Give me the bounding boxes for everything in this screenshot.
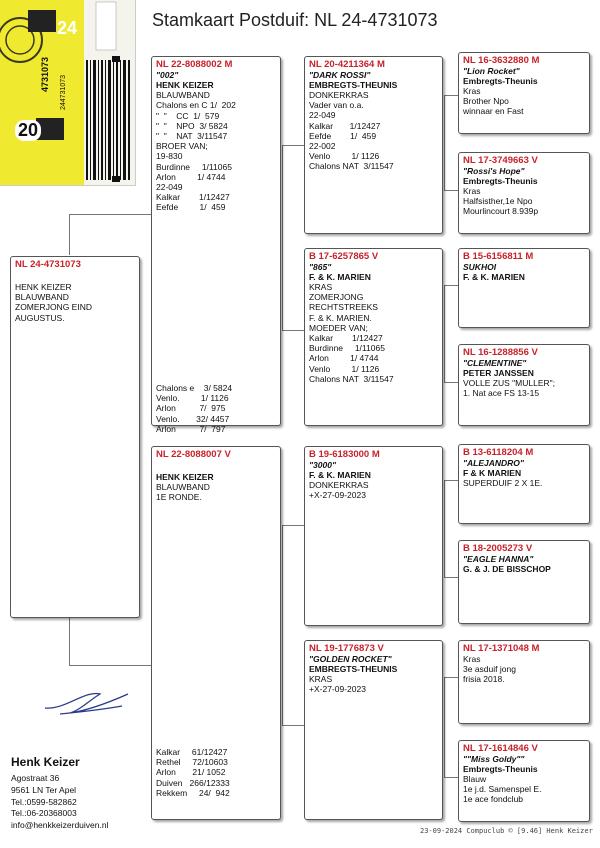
ring-number: B 15-6156811 M: [463, 251, 534, 262]
pigeon-name: "GOLDEN ROCKET": [309, 654, 392, 664]
card-line: Chalons NAT 3/11547: [309, 373, 394, 384]
card-line: 19-830: [156, 151, 183, 162]
card-ggp-4[interactable]: [458, 344, 590, 426]
ring-number: NL 16-3632880 M: [463, 55, 540, 66]
contact-block: [11, 755, 108, 832]
card-line: frisia 2018.: [463, 674, 505, 685]
card-line: Chalons NAT 3/11547: [309, 161, 394, 172]
breeder-name: G. & J. DE BISSCHOP: [463, 564, 551, 574]
card-line: winnaar en Fast: [463, 106, 524, 117]
card-line: Burdinne 1/11065: [309, 343, 385, 354]
card-line: " " NAT 3/11547: [156, 131, 228, 142]
sticker-barcode-text: 244731073: [60, 74, 67, 110]
card-line: Rekkem 24/ 942: [156, 787, 230, 798]
card-ggp-2[interactable]: [458, 152, 590, 234]
card-line: Brother Npo: [463, 96, 509, 107]
card-line: MOEDER VAN;: [309, 322, 368, 333]
address-line: 9561 LN Ter Apel: [11, 784, 77, 795]
page-title: Stamkaart Postduif: NL 24-4731073: [152, 10, 438, 30]
card-line: Chalons en C 1/ 202: [156, 100, 236, 111]
card-line: Venlo. 1/ 1126: [156, 393, 229, 404]
card-ggp-7[interactable]: [458, 640, 590, 724]
card-father[interactable]: [151, 56, 281, 434]
card-line: Arlon 7/ 797: [156, 423, 226, 434]
phone-line: Tel.:0599-582862: [11, 796, 77, 807]
card-line: BLAUWBAND: [15, 292, 69, 303]
connector-line: [444, 577, 458, 578]
ring-number: B 17-6257865 V: [309, 251, 379, 262]
card-line: BROER VAN;: [156, 141, 208, 152]
breeder-name: F & K MARIEN: [463, 468, 522, 478]
ring-number: NL 19-1776873 V: [309, 643, 384, 654]
card-line: 3e asduif jong: [463, 664, 516, 675]
card-line: Kras: [463, 86, 481, 96]
pigeon-name: "CLEMENTINE": [463, 358, 527, 368]
sticker-year-b: 24: [57, 18, 78, 38]
print-footer: 23-09-2024 Compuclub © [9.46] Henk Keizer: [420, 827, 593, 835]
pigeon-name: "3000": [309, 460, 336, 470]
pigeon-name: ""Miss Goldy"": [463, 754, 525, 764]
card-line: Arlon 21/ 1052: [156, 767, 226, 778]
connector-line: [282, 330, 304, 331]
card-line: SUPERDUIF 2 X 1E.: [463, 478, 543, 488]
ring-number: NL 17-1371048 M: [463, 643, 540, 654]
card-line: Kras: [463, 654, 481, 664]
card-line: Arlon 7/ 975: [156, 403, 226, 414]
card-line: 1e j.d. Samenspel E.: [463, 784, 542, 795]
card-line: Eefde 1/ 459: [156, 202, 226, 213]
connector-line: [444, 677, 458, 678]
sticker-year-a: 20: [15, 120, 41, 141]
address-line: Agostraat 36: [11, 773, 60, 783]
connector-line: [444, 95, 458, 96]
sticker-ring-number: 4731073: [40, 56, 50, 92]
card-line: KRAS: [309, 674, 333, 684]
card-line: 1e ace fondclub: [463, 794, 524, 805]
card-line: HENK KEIZER: [156, 80, 214, 90]
breeder-name: Embregts-Theunis: [463, 176, 538, 186]
connector-line: [444, 382, 458, 383]
ring-number: NL 16-1288856 V: [463, 347, 538, 358]
card-line: AUGUSTUS.: [15, 312, 65, 323]
card-line: Halfsisther,1e Npo: [463, 196, 533, 207]
breeder-name: Embregts-Theunis: [463, 76, 538, 86]
card-line: Kalkar 1/12427: [156, 192, 230, 203]
pigeon-name: "ALEJANDRO": [463, 458, 524, 468]
card-line: ZOMERJONG: [309, 292, 364, 303]
pigeon-name: "EAGLE HANNA": [463, 554, 534, 564]
card-line: Kalkar 1/12427: [309, 333, 383, 344]
card-line: Chalons e 3/ 5824: [156, 383, 233, 393]
card-ggp-3[interactable]: [458, 248, 590, 328]
card-line: " " NPO 3/ 5824: [156, 120, 228, 131]
pigeon-name: "DARK ROSSI": [309, 70, 371, 80]
email-link[interactable]: info@henkkeizerduiven.nl: [11, 820, 109, 831]
card-line: Blauw: [463, 774, 487, 784]
card-line: KRAS: [309, 282, 333, 292]
ring-number: NL 22-8088002 M: [156, 59, 233, 70]
connector-line: [444, 285, 445, 382]
connector-line: [69, 214, 151, 215]
card-line: VOLLE ZUS "MULLER";: [463, 378, 556, 388]
card-ggp-5[interactable]: [458, 444, 590, 524]
card-line: Venlo 1/ 1126: [309, 363, 380, 374]
breeder-name: EMBREGTS-THEUNIS: [309, 664, 398, 674]
breeder-name: EMBREGTS-THEUNIS: [309, 80, 398, 90]
connector-line: [282, 145, 283, 330]
connector-line: [444, 777, 458, 778]
card-line: Rethel 72/10603: [156, 757, 228, 768]
breeder-name: PETER JANSSEN: [463, 368, 534, 378]
card-dam-dam[interactable]: [304, 640, 443, 820]
card-dam-sire[interactable]: [304, 446, 443, 626]
connector-line: [444, 480, 445, 577]
card-line: Arlon 1/ 4744: [309, 353, 379, 364]
connector-line: [69, 618, 70, 665]
card-line: +X-27-09-2023: [309, 684, 366, 695]
connector-line: [69, 665, 151, 666]
card-line: Kras: [463, 186, 481, 196]
ring-number: NL 20-4211364 M: [309, 59, 385, 70]
ring-number: NL 17-1614846 V: [463, 743, 538, 754]
card-line: Kalkar 1/12427: [309, 120, 381, 131]
signature-icon: [40, 680, 140, 720]
card-sire-sire[interactable]: [304, 56, 443, 234]
card-line: BLAUWBAND: [156, 482, 210, 493]
connector-line: [282, 525, 283, 725]
ring-number: B 19-6183000 M: [309, 449, 380, 460]
breeder-name: F. & K. MARIEN: [309, 272, 371, 282]
ring-number: B 13-6118204 M: [463, 447, 534, 458]
card-line: Duiven 266/12333: [156, 777, 230, 788]
connector-line: [444, 95, 445, 190]
card-line: F. & K. MARIEN.: [309, 312, 372, 323]
ring-number: NL 24-4731073: [15, 259, 81, 270]
card-line: Venlo 1/ 1126: [309, 151, 380, 162]
card-line: RECHTSTREEKS: [309, 302, 378, 313]
card-line: Kalkar 61/12427: [156, 747, 228, 757]
pigeon-name: "Lion Rocket": [463, 66, 520, 76]
card-line: DONKERKRAS: [309, 480, 369, 490]
card-line: Eefde 1/ 459: [309, 130, 377, 141]
connector-line: [282, 525, 304, 526]
phone-line: Tel.:06-20368003: [11, 808, 77, 819]
card-line: DONKERKRAS: [309, 90, 369, 100]
pigeon-name: SUKHOI: [463, 262, 497, 272]
card-ggp-8[interactable]: [458, 740, 590, 822]
card-ggp-1[interactable]: [458, 52, 590, 134]
card-line: 1E RONDE.: [156, 492, 202, 503]
connector-line: [282, 145, 304, 146]
pigeon-name: "Rossi's Hope": [463, 166, 525, 176]
card-line: " " CC 1/ 579: [156, 110, 220, 121]
card-subject[interactable]: [10, 256, 140, 618]
card-sire-dam[interactable]: [304, 248, 443, 426]
connector-line: [444, 285, 458, 286]
ring-sticker: [0, 0, 136, 186]
card-line: BLAUWBAND: [156, 90, 210, 101]
card-line: 22-002: [309, 141, 336, 152]
card-line: 22-049: [309, 110, 336, 121]
card-line: HENK KEIZER: [15, 282, 72, 292]
ring-number: NL 17-3749663 V: [463, 155, 538, 166]
connector-line: [444, 677, 445, 777]
pigeon-name: "865": [309, 262, 332, 272]
connector-line: [444, 480, 458, 481]
connector-line: [69, 214, 70, 255]
connector-line: [282, 725, 304, 726]
card-line: Vader van o.a.: [309, 100, 364, 111]
pigeon-name: "002": [156, 70, 179, 80]
card-mother[interactable]: [151, 446, 281, 820]
breeder-name: F. & K. MARIEN: [463, 272, 525, 282]
connector-line: [444, 190, 458, 191]
card-line: Venlo. 32/ 4457: [156, 413, 230, 424]
breeder-name: Henk Keizer: [11, 755, 80, 769]
card-line: Burdinne 1/11065: [156, 161, 232, 172]
breeder-name: Embregts-Theunis: [463, 764, 538, 774]
card-ggp-6[interactable]: [458, 540, 590, 624]
card-line: Arlon 1/ 4744: [156, 171, 226, 182]
breeder-name: F. & K. MARIEN: [309, 470, 371, 480]
card-line: HENK KEIZER: [156, 472, 214, 482]
card-line: Mourlincourt 8.939p: [463, 206, 539, 217]
ring-number: NL 22-8088007 V: [156, 449, 231, 460]
card-line: 22-049: [156, 182, 183, 193]
card-line: +X-27-09-2023: [309, 490, 366, 501]
ring-number: B 18-2005273 V: [463, 543, 533, 554]
card-line: 1. Nat ace FS 13-15: [463, 388, 540, 399]
card-line: ZOMERJONG EIND: [15, 302, 92, 313]
